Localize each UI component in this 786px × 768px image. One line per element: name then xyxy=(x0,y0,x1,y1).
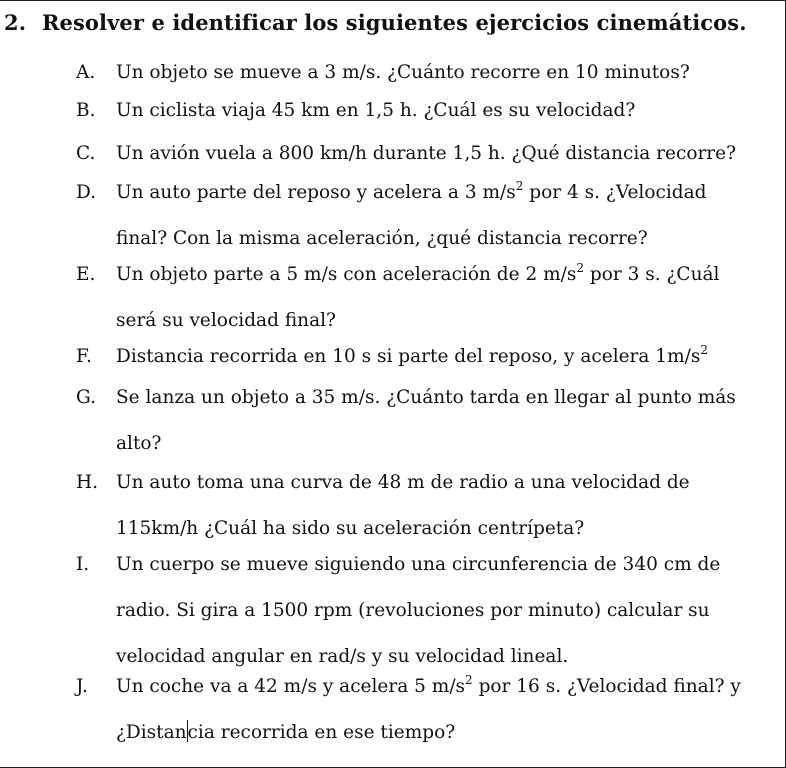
exercise-item-b xyxy=(76,88,766,134)
item-text-segment: cia recorrida en ese tiempo? xyxy=(187,722,456,743)
item-text: Un objeto se mueve a 3 m/s. ¿Cuánto recorre en 10 minutos? xyxy=(116,62,690,83)
item-letter: E. xyxy=(76,264,96,285)
item-text-segment: por 4 s. ¿Velocidad xyxy=(523,182,707,203)
heading-number: 2. xyxy=(4,10,27,35)
item-letter: F. xyxy=(76,346,92,367)
item-text-line-2: alto? xyxy=(116,433,162,454)
item-text-line-1 xyxy=(76,170,766,216)
item-text-line-2: final? Con la misma aceleración, ¿qué distancia recorre? xyxy=(116,228,648,249)
exercise-item-f xyxy=(76,334,766,380)
item-text-segment: por 16 s. ¿Velocidad final? y xyxy=(472,676,741,697)
item-letter: G. xyxy=(76,387,96,408)
item-text: Un avión vuela a 800 km/h durante 1,5 h. ¿Qué distancia recorre? xyxy=(116,143,737,164)
item-text-line-2: será su velocidad final? xyxy=(116,310,336,331)
exponent: 2 xyxy=(700,343,708,357)
item-text-line-3: velocidad angular en rad/s y su velocidad lineal. xyxy=(116,646,569,667)
item-text-segment: ¿Distan xyxy=(116,722,187,743)
exercise-heading xyxy=(4,10,747,35)
item-text-segment: por 3 s. ¿Cuál xyxy=(584,264,720,285)
exponent: 2 xyxy=(576,261,585,275)
exercise-item-j xyxy=(76,664,766,756)
item-text-segment: Distancia recorrida en 10 s si parte del reposo, y acelera 1m/s xyxy=(116,346,701,367)
item-text-segment: Un coche va a 42 m/s y acelera 5 m/s xyxy=(116,676,466,697)
exercise-item-e xyxy=(76,252,766,344)
item-letter: J. xyxy=(76,676,88,697)
item-text: Un ciclista viaja 45 km en 1,5 h. ¿Cuál es su velocidad? xyxy=(116,100,636,121)
exponent: 2 xyxy=(515,179,524,193)
item-text-line-1: Un auto toma una curva de 48 m de radio a una velocidad de xyxy=(116,472,690,493)
item-letter: H. xyxy=(76,472,99,493)
item-text-line-1: Se lanza un objeto a 35 m/s. ¿Cuánto tarda en llegar al punto más xyxy=(116,387,736,408)
item-text-line-1 xyxy=(76,664,766,710)
item-text-line-2: radio. Si gira a 1500 rpm (revoluciones por minuto) calcular su xyxy=(116,600,710,621)
item-letter: D. xyxy=(76,182,97,203)
item-text-line-2 xyxy=(76,710,766,756)
exercise-item-d xyxy=(76,170,766,262)
item-text-line-2: 115km/h ¿Cuál ha sido su aceleración centrípeta? xyxy=(116,518,585,539)
item-text-segment: Un objeto parte a 5 m/s con aceleración de 2 m/s xyxy=(116,264,577,285)
exercise-item-g xyxy=(76,375,766,467)
item-letter: I. xyxy=(76,554,90,575)
item-text-line-1: Un cuerpo se mueve siguiendo una circunferencia de 340 cm de xyxy=(116,554,721,575)
exercise-item-h xyxy=(76,460,766,552)
item-text-segment: Un auto parte del reposo y acelera a 3 m/s xyxy=(116,182,516,203)
item-letter: C. xyxy=(76,143,96,164)
item-text-line-1 xyxy=(76,252,766,298)
item-text-line-1 xyxy=(76,334,766,380)
exponent: 2 xyxy=(465,673,473,687)
heading-title: Resolver e identificar los siguientes ejercicios cinemáticos. xyxy=(42,10,747,35)
item-letter: A. xyxy=(76,62,96,83)
item-letter: B. xyxy=(76,100,96,121)
exercise-item-i xyxy=(76,542,766,680)
